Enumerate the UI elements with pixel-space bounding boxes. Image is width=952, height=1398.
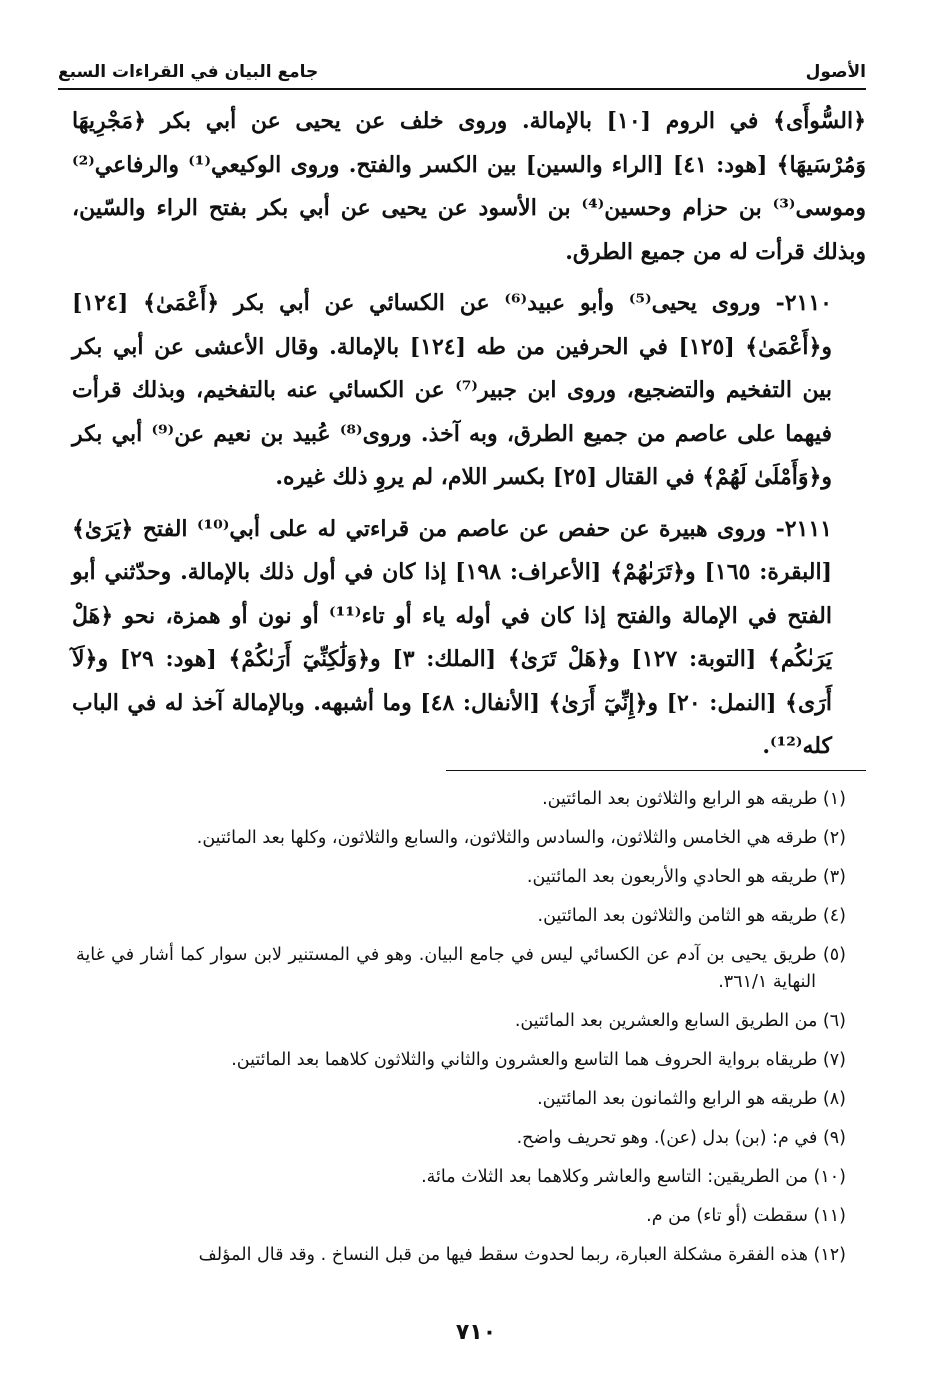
paragraph: ٢١١٠- وروى يحيى⁽⁵⁾ وأبو عبيد⁽⁶⁾ عن الكسائي عن أبي بكر ﴿أَعْمَىٰ﴾ [١٢٤] و﴿أَعْمَىٰ﴾ [١٢٥] في الحرفين من طه [١٢٤] بالإمالة. وقال الأعشى عن أبي بكر بين التفخيم والتضجيع، وروى ابن جبير⁽⁷⁾ عن الكسائي عنه بالتفخيم، وبذلك قرأت فيهما على عاصم من جميع الطرق، وبه آخذ. وروى⁽⁸⁾ عُبيد بن نعيم عن⁽⁹⁾ أبي بكر و﴿وَأَمْلَىٰ لَهُمْ﴾ في القتال [٢٥] بكسر اللام، لم يروِ ذلك غيره. <box>72 290 832 490</box>
footnote: (٤) طريقه هو الثامن والثلاثون بعد المائتين. <box>537 906 846 926</box>
running-header <box>58 46 866 82</box>
footnote: (٢) طرقه هي الخامس والثلاثون، والسادس والثلاثون، والسابع والثلاثون، وكلها بعد المائتين. <box>196 828 846 848</box>
footnote: (٦) من الطريق السابع والعشرين بعد المائتين. <box>514 1011 846 1031</box>
paragraph: ﴿السُّوأَى﴾ في الروم [١٠] بالإمالة. وروى خلف عن يحيى عن أبي بكر ﴿مَجْرِيهَا وَمُرْسَيهَا﴾ [هود: ٤١] [الراء والسين] بين الكسر والفتح. وروى الوكيعي⁽¹⁾ والرفاعي⁽²⁾ وموسى⁽³⁾ بن حزام وحسين⁽⁴⁾ بن الأسود عن يحيى عن أبي بكر بفتح الراء والسّين، وبذلك قرأت له من جميع الطرق. <box>72 108 866 265</box>
footnote: (٥) طريق يحيى بن آدم عن الكسائي ليس في جامع البيان. وهو في المستنير لابن سوار كما أشار في غاية النهاية ٣٦١/١. <box>76 945 846 992</box>
footnote: (٧) طريقاه برواية الحروف هما التاسع والعشرون والثاني والثلاثون كلاهما بعد المائتين. <box>231 1050 846 1070</box>
footnote: (١) طريقه هو الرابع والثلاثون بعد المائتين. <box>542 789 846 809</box>
footnote: (٣) طريقه هو الحادي والأربعون بعد المائتين. <box>526 867 846 887</box>
footnote: (١٠) من الطريقين: التاسع والعاشر وكلاهما بعد الثلاث مائة. <box>421 1167 846 1187</box>
footnote: (١١) سقطت (أو تاء) من م. <box>646 1206 846 1226</box>
footnote: (٩) في م: (بن) بدل (عن). وهو تحريف واضح. <box>516 1128 846 1148</box>
section-title: الأصول <box>805 62 866 82</box>
header-divider <box>58 88 866 90</box>
footnote: (١٢) هذه الفقرة مشكلة العبارة، ربما لحدوث سقط فيها من قبل النساخ . وقد قال المؤلف <box>198 1245 846 1265</box>
book-title: جامع البيان في القراءات السبع <box>58 62 319 82</box>
main-text <box>72 100 866 777</box>
page-number: ٧١٠ <box>455 1320 497 1345</box>
footnote: (٨) طريقه هو الرابع والثمانون بعد المائتين. <box>537 1089 846 1109</box>
paragraph: ٢١١١- وروى هبيرة عن حفص عن عاصم من قراءتي له على أبي⁽¹⁰⁾ الفتح ﴿يَرَىٰ﴾ [البقرة: ١٦٥] و﴿تَرَىٰهُمْ﴾ [الأعراف: ١٩٨] إذا كان في أول ذلك بالإمالة. وحدّثني أبو الفتح في الإمالة والفتح إذا كان في أوله ياء أو تاء⁽¹¹⁾ أو نون أو همزة، نحو ﴿هَلْ يَرَىٰكُم﴾ [التوبة: ١٢٧] و﴿هَلْ تَرَىٰ﴾ [الملك: ٣] و﴿وَلَٰكِنِّيٓ أَرَىٰكُمْ﴾ [هود: ٢٩] و﴿لَآ أَرَى﴾ [النمل: ٢٠] و﴿إِنِّيٓ أَرَىٰ﴾ [الأنفال: ٤٨] وما أشبهه. وبالإمالة آخذ له في الباب كله⁽¹²⁾. <box>72 515 832 759</box>
footnote-divider <box>446 770 866 771</box>
footnotes <box>76 786 846 1281</box>
